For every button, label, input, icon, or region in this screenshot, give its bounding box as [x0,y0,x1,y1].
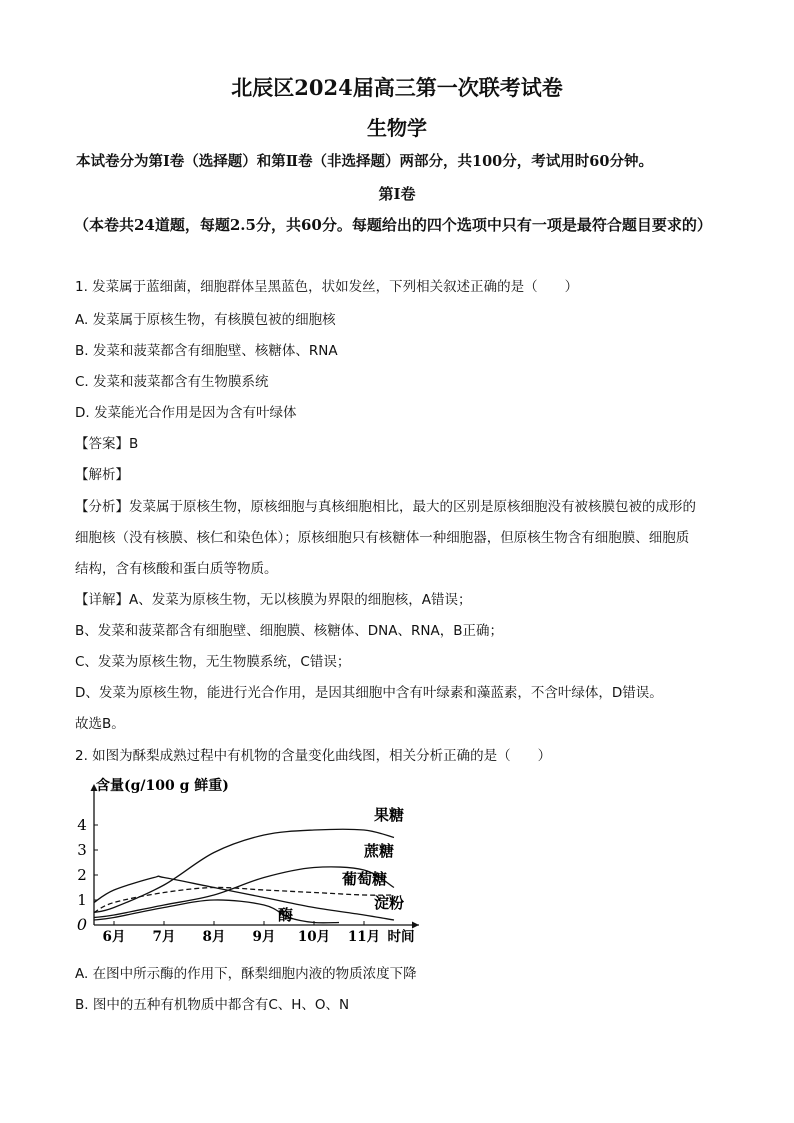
series-label: 果糖 [374,806,405,824]
fenxi-line-2: 细胞核（没有核膜、核仁和染色体）；原核细胞只有核糖体一种细胞器，但原核生物含有细胞膜、细胞质 [75,530,690,546]
y-tick-label: 4 [77,816,87,834]
xiangjie-line-1 [75,588,471,608]
fenxi-line-3: 结构，含有核酸和蛋白质等物质。 [75,561,278,577]
xiangjie-label: 【详解】 [75,592,129,608]
xiangjie-text-1: A、发菜为原核生物，无以核膜为界限的细胞核，A错误； [129,592,472,608]
fenxi-line-1 [75,495,696,515]
subject-title: 生物学 [367,116,427,140]
x-tick-label: 7月 [152,929,176,945]
origin-label: 0 [76,915,88,934]
xiangjie-line-5: 故选B。 [75,716,125,732]
x-tick-label: 10月 [297,929,331,945]
x-axis-label: 时间 [387,929,415,945]
fenxi-text-1: 发菜属于原核生物，原核细胞与真核细胞相比，最大的区别是原核细胞没有被核膜包被的成形的 [129,499,696,515]
series-line-2 [94,887,394,912]
q1-option-c: C. 发菜和菠菜都含有生物膜系统 [75,374,269,390]
y-axis-label: 含量(g/100 g 鲜重) [96,778,229,794]
y-tick-label: 2 [77,866,87,884]
q1-option-a: A. 发菜属于原核生物，有核膜包被的细胞核 [75,312,336,328]
answer-value: B [129,436,139,452]
y-tick-label: 3 [77,841,87,859]
q1-option-d: D. 发菜能光合作用是因为含有叶绿体 [75,405,297,421]
volume-heading: 第Ⅰ卷 [378,185,416,203]
q2-option-a: A. 在图中所示酶的作用下，酥梨细胞内液的物质浓度下降 [75,966,417,982]
volume-note: （本卷共24道题，每题2.5分，共60分。每题给出的四个选项中只有一项是最符合题目要求的） [74,216,712,234]
x-tick-label: 9月 [252,929,276,945]
q1-answer [75,432,138,452]
xiangjie-line-4: D、发菜为原核生物，能进行光合作用，是因其细胞中含有叶绿素和藻蓝素，不含叶绿体，D错误。 [75,685,663,701]
fenxi-label: 【分析】 [75,499,129,515]
y-tick-label: 1 [77,891,87,909]
xiangjie-line-3: C、发菜为原核生物，无生物膜系统，C错误； [75,654,351,670]
series-label: 葡萄糖 [342,870,388,888]
content-change-chart [74,770,434,950]
q1-stem: 1. 发菜属于蓝细菌，细胞群体呈黑蓝色，状如发丝，下列相关叙述正确的是（ ） [75,279,579,295]
xiangjie-line-2: B、发菜和菠菜都含有细胞壁、细胞膜、核糖体、DNA、RNA，B正确； [75,623,503,639]
q2-option-b: B. 图中的五种有机物质中都含有C、H、O、N [75,997,350,1013]
exam-intro: 本试卷分为第Ⅰ卷（选择题）和第Ⅱ卷（非选择题）两部分，共100分，考试用时60分钟。 [76,153,653,170]
x-axis-arrow [412,922,419,929]
q2-stem: 2. 如图为酥梨成熟过程中有机物的含量变化曲线图，相关分析正确的是（ ） [75,748,552,764]
exam-title: 北辰区2024届高三第一次联考试卷 [231,75,563,100]
x-tick-label: 11月 [347,929,381,945]
answer-label: 【答案】 [75,436,129,452]
series-label: 酶 [278,906,294,924]
x-tick-label: 6月 [102,929,126,945]
chart-labels [77,777,415,945]
analysis-label: 【解析】 [75,467,129,483]
x-tick-label: 8月 [202,929,226,945]
q1-option-b: B. 发菜和菠菜都含有细胞壁、核糖体、RNA [75,343,338,359]
series-label: 蔗糖 [364,842,395,860]
chart-svg [74,770,434,950]
series-label: 淀粉 [374,894,405,912]
